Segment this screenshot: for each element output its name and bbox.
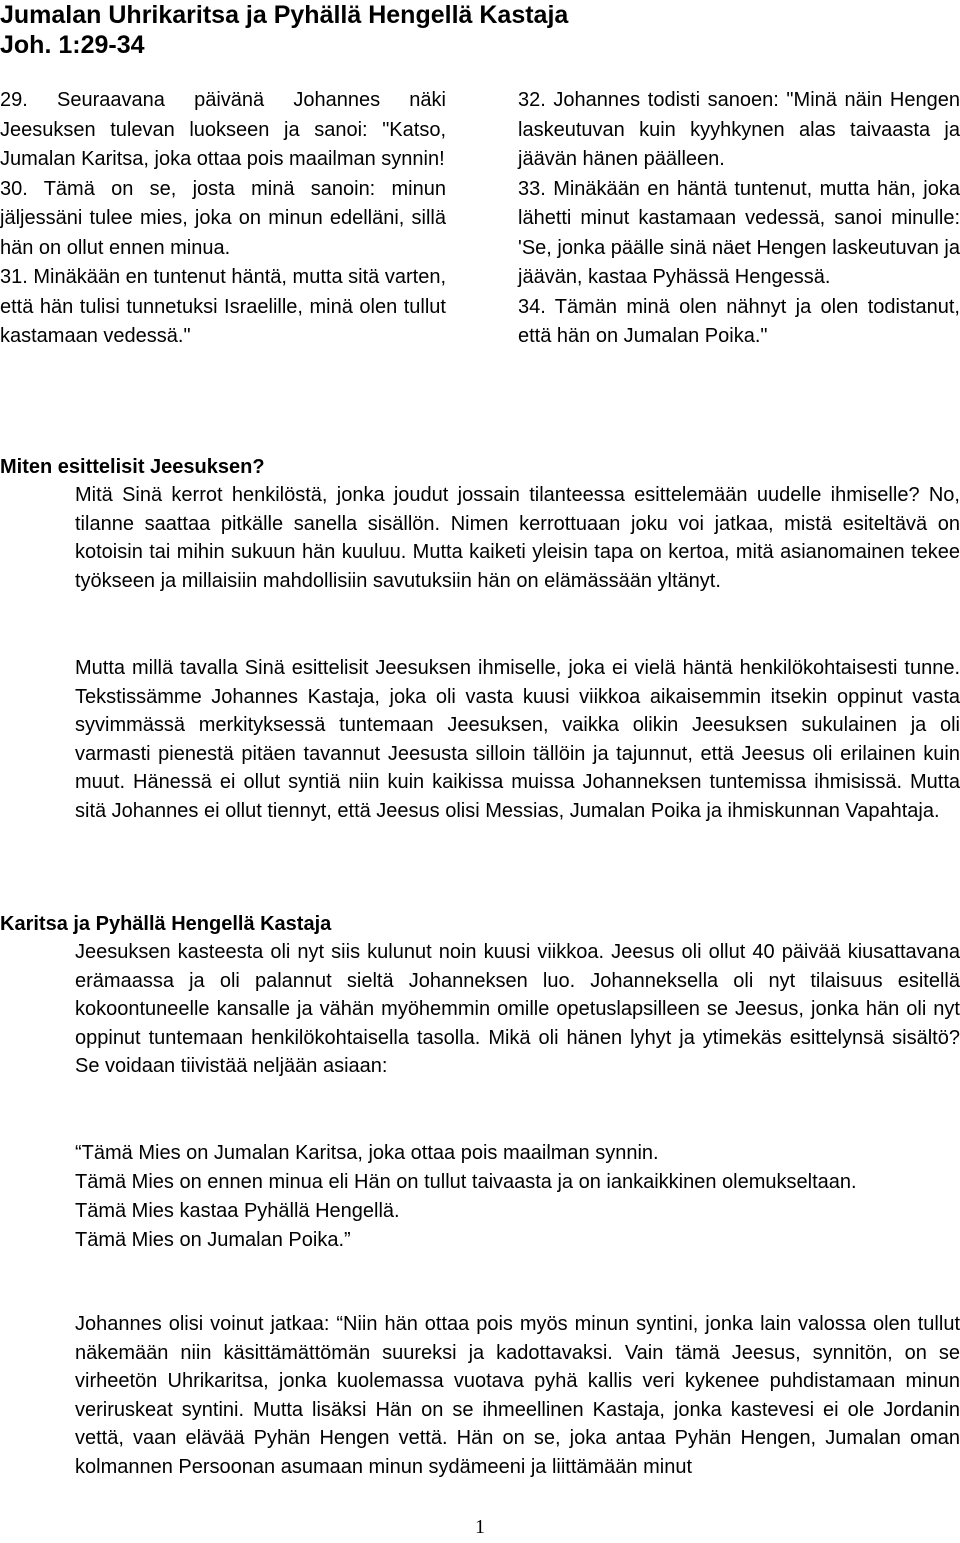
paragraph-six-weeks: Jeesuksen kasteesta oli nyt siis kulunut noin kuusi viikkoa. Jeesus oli ollut 40 päivää kiusattavana erämaassa ja oli palannut sieltä Johanneksen luo. Johanneksella oli nyt tilaisuus esitellä kokoontuneelle kansalle ja vähän myöhemmin omille opetuslapsilleen se Jeesus, jonka hän oli nyt oppinut tuntemaan henkilökohtaisella tasolla. Mikä oli hänen lyhyt ja ytimekäs esittelynsä sisältö? Se voidaan tiivistää neljään asiaan: [75,941,960,1077]
section-heading-lamb-baptizer: Karitsa ja Pyhällä Hengellä Kastaja [0,913,332,935]
paragraph-introducing-person: Mitä Sinä kerrot henkilöstä, jonka joudut jossain tilanteessa esittelemään uudelle ihmiselle? No, tilanne saattaa pitkälle sanella sisällön. Nimen kerrottuaan joku voi jatkaa, mistä esiteltävä on kotoisin tai mihin sukuun hän kuuluu. Mutta kaiketi yleisin tapa on kertoa, mitä asianomainen tekee työkseen ja millaisiin mahdollisiin savutuksiin hän on elämässään yltänyt. [75,484,960,592]
verse-32: 32. Johannes todisti sanoen: "Minä näin Hengen laskeutuvan kuin kyyhkynen alas taivaasta ja jäävän hänen päälleen. [518,89,960,170]
section-heading-introduction: Miten esittelisit Jeesuksen? [0,456,265,478]
page-number: 1 [475,1516,485,1538]
list-item: Tämä Mies on Jumalan Poika.” [75,1229,351,1251]
verse-33: 33. Minäkään en häntä tuntenut, mutta hän, joka lähetti minut kastamaan vedessä, sanoi minulle: 'Se, jonka päälle sinä näet Hengen laskeutuvan ja jäävän, kastaa Pyhässä Hengessä. [518,177,960,288]
verse-31: 31. Minäkään en tuntenut häntä, mutta sitä varten, että hän tulisi tunnetuksi Israelille, minä olen tullut kastamaan vedessä." [0,266,446,347]
verse-34: 34. Tämän minä olen nähnyt ja olen todistanut, että hän on Jumalan Poika." [518,295,960,347]
list-item: Tämä Mies on ennen minua eli Hän on tullut taivaasta ja on iankaikkinen olemukseltaan. [75,1171,857,1193]
verse-30: 30. Tämä on se, josta minä sanoin: minun jäljessäni tulee mies, joka on minun edelläni, sillä hän on ollut ennen minua. [0,177,446,259]
paragraph-introducing-jesus: Mutta millä tavalla Sinä esittelisit Jeesuksen ihmiselle, joka ei vielä häntä henkilökohtaisesti tunne. Tekstissämme Johannes Kastaja, joka oli vasta kuusi viikkoa aikaisemmin itsekin oppinut vasta syvimmässä merkityksessä tuntemaan Jeesuksen, vaikka olikin Jeesuksen sukulainen ja oli varmasti pienestä pitäen tavannut Jeesusta silloin tällöin ja tajunnut, että Jeesus oli erilainen kuin muut. Hänessä ei ollut syntiä niin kuin kaikissa muissa Johanneksen tuntemissa ihmisissä. Mutta sitä Johannes ei ollut tiennyt, että Jeesus olisi Messias, Jumalan Poika ja ihmiskunnan Vapahtaja. [75,657,960,822]
paragraph-johannes-continues: Johannes olisi voinut jatkaa: “Niin hän ottaa pois myös minun syntini, jonka lain valossa olen tullut näkemään niin käsittämättömän suureksi ja kadottavaksi. Vain tämä Jeesus, synnitön, on se virheetön Uhrikaritsa, jonka kuolemassa vuotava pyhä kallis veri kykenee puhdistamaan minun veriruskeat syntini. Mutta lisäksi Hän on se ihmeellinen Kastaja, jonka kastevesi ei ole Jordanin vettä, vaan elävää Pyhän Hengen vettä. Hän on se, joka antaa Pyhän Hengen, Jumalan oman kolmannen Persoonan asumaan minun sydämeeni ja liittämään minut [75,1313,960,1478]
document-title: Jumalan Uhrikaritsa ja Pyhällä Hengellä Kastaja [0,1,569,29]
verses-left-column [0,86,446,352]
verses-right-column [518,86,960,352]
verse-29: 29. Seuraavana päivänä Johannes näki Jeesuksen tulevan luokseen ja sanoi: "Katso, Jumalan Karitsa, joka ottaa pois maailman synnin! [0,89,446,170]
list-item: “Tämä Mies on Jumalan Karitsa, joka ottaa pois maailman synnin. [75,1142,659,1164]
four-points-list [75,1139,960,1255]
list-item: Tämä Mies kastaa Pyhällä Hengellä. [75,1200,400,1222]
scripture-reference: Joh. 1:29-34 [0,31,145,59]
